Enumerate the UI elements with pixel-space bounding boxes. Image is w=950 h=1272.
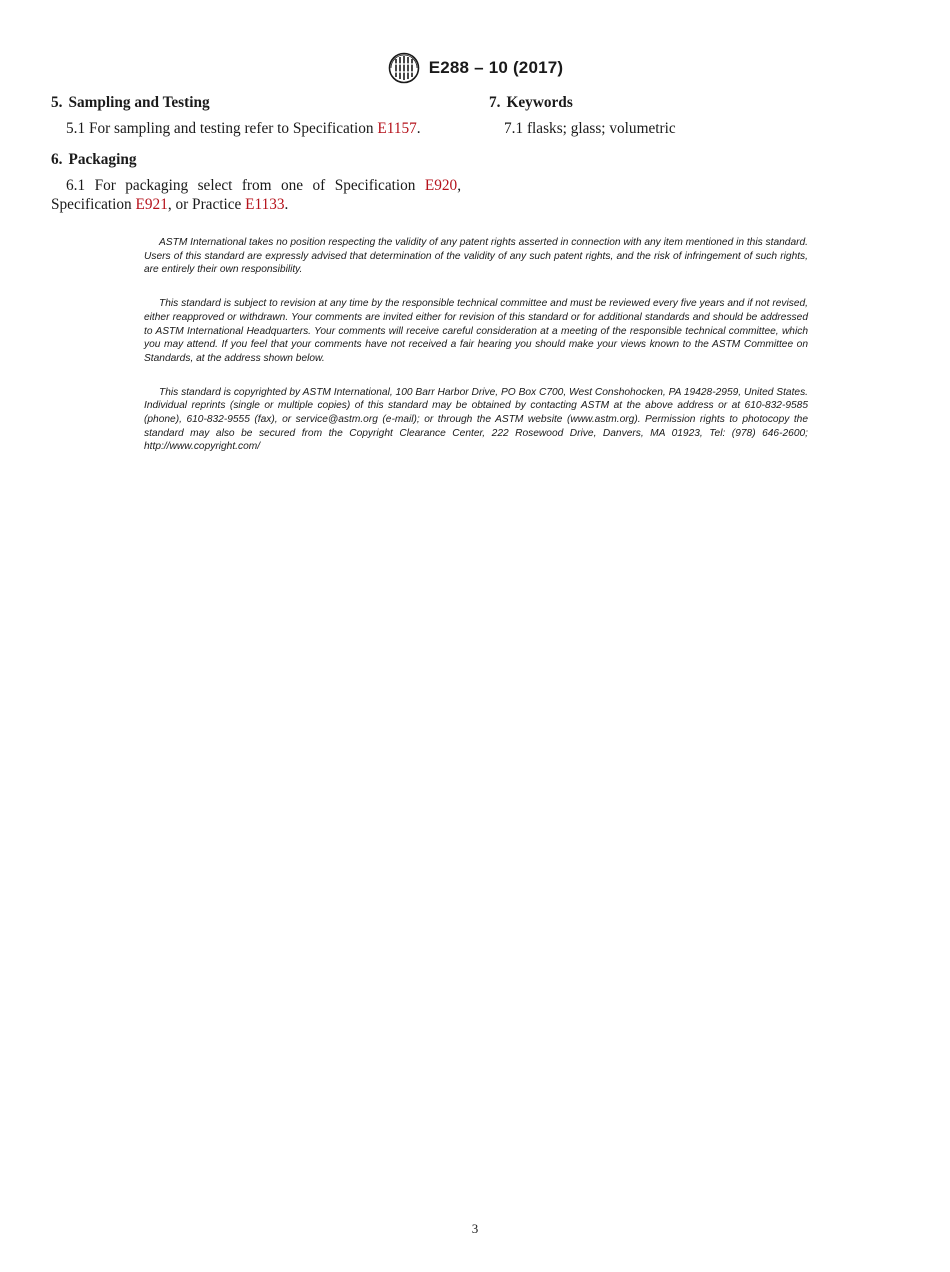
copyright-notice: This standard is copyrighted by ASTM International, 100 Barr Harbor Drive, PO Box C700, West Conshohocken, PA 19428-2959, United States. Individual reprints (single or multiple copies) of this standard may be obtained by contacting ASTM at the above address or at 610-832-9585 (phone), 610-832-9555 (fax), or service@astm.org (e-mail); or through the ASTM website (www.astm.org). Permission rights to photocopy the standard may also be secured from the Copyright Clearance Center, 222 Rosewood Drive, Danvers, MA 01923, Tel: (978) 646-2600; http://www.copyright.com/ <box>144 386 808 453</box>
page-header <box>0 52 950 84</box>
ref-link-e1133[interactable]: E1133 <box>245 196 285 213</box>
page-number: 3 <box>471 1221 479 1236</box>
right-column <box>489 93 899 150</box>
patent-notice: ASTM International takes no position respecting the validity of any patent rights asserted in connection with any item mentioned in this standard. Users of this standard are expressly advised that determination of the validity of any such patent rights, and the risk of infringement of such rights, are entirely their own responsibility. <box>144 237 808 276</box>
left-column <box>51 93 461 226</box>
para-6-1-text-3: , or Practice <box>167 196 242 213</box>
para-6-1-number: 6.1 <box>66 177 86 194</box>
section-5-heading <box>51 93 461 112</box>
section-5-1-paragraph <box>51 119 461 138</box>
ref-link-e921[interactable]: E921 <box>135 196 168 213</box>
para-7-1-number: 7.1 <box>504 120 524 137</box>
para-5-1-number: 5.1 <box>66 120 86 137</box>
para-6-1-text-2: , Specification <box>51 177 462 213</box>
para-5-1-end: . <box>416 120 421 137</box>
header-inner <box>387 52 564 84</box>
section-7-1-paragraph <box>489 119 899 138</box>
para-6-1-end: . <box>284 196 289 213</box>
para-5-1-text: For sampling and testing refer to Specification <box>88 120 374 137</box>
section-6-title: Packaging <box>68 151 137 168</box>
astm-logo-icon <box>387 52 421 84</box>
revision-notice: This standard is subject to revision at any time by the responsible technical committee and must be reviewed every five years and if not revised, either reapproved or withdrawn. Your comments are invited either for revision of this standard or for additional standards and should be addressed to ASTM International Headquarters. Your comments will receive careful consideration at a meeting of the responsible technical committee, which you may attend. If you feel that your comments have not received a fair hearing you should make your views known to the ASTM Committee on Standards, at the address shown below. <box>144 298 808 364</box>
ref-link-e1157[interactable]: E1157 <box>377 120 417 137</box>
section-6-number: 6. <box>51 151 63 168</box>
section-5-title: Sampling and Testing <box>68 94 210 111</box>
section-7-title: Keywords <box>506 94 573 111</box>
section-7-number: 7. <box>489 94 501 111</box>
legal-notices <box>144 236 808 474</box>
para-7-1-text: flasks; glass; volumetric <box>526 120 676 137</box>
section-6-heading <box>51 150 461 169</box>
section-6-1-paragraph <box>51 176 461 214</box>
standard-designation: E288 – 10 (2017) <box>428 58 564 77</box>
ref-link-e920[interactable]: E920 <box>424 177 458 194</box>
para-6-1-text-1: For packaging select from one of Specification <box>94 177 416 194</box>
section-7-heading <box>489 93 899 112</box>
section-5-number: 5. <box>51 94 63 111</box>
